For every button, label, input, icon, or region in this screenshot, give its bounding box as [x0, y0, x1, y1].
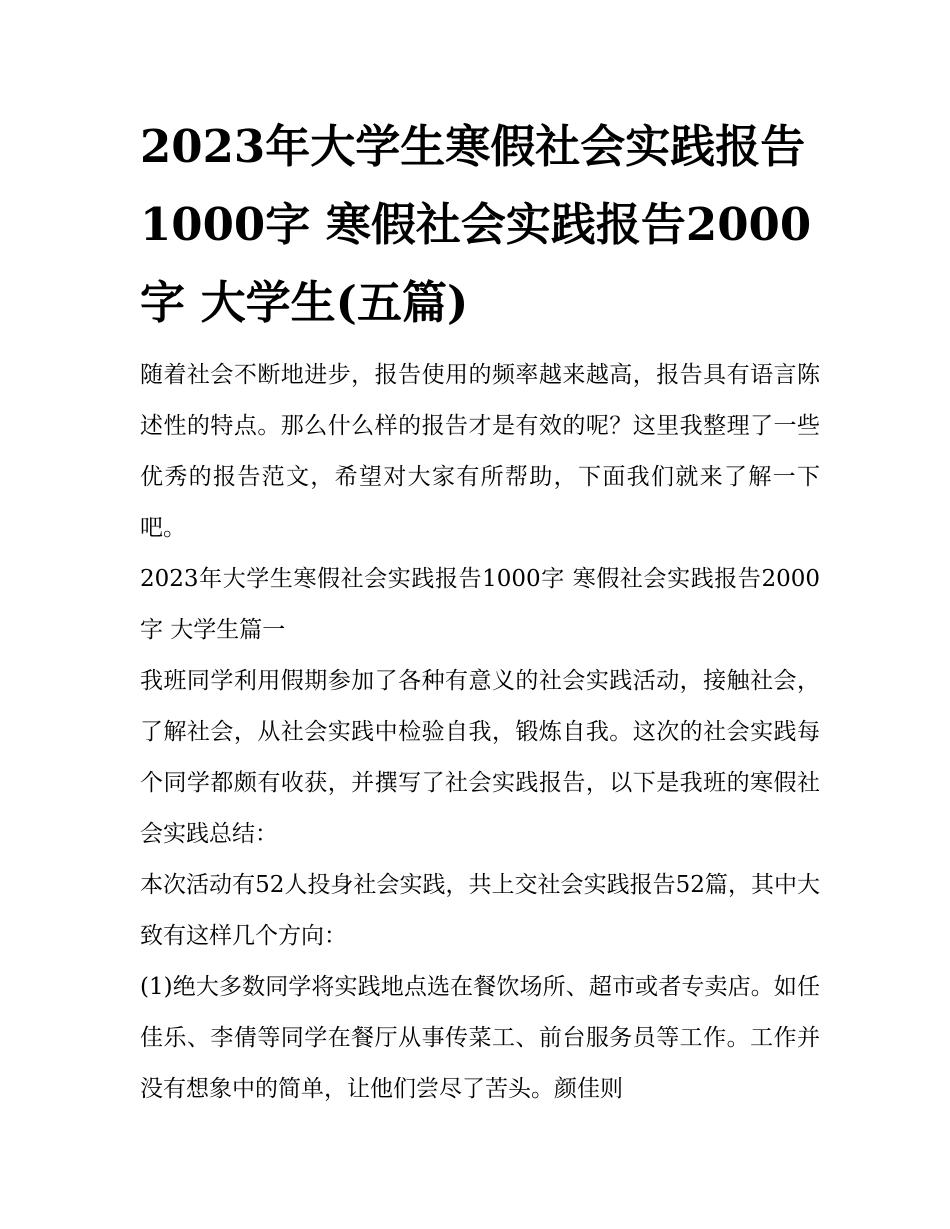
section-heading: 2023年大学生寒假社会实践报告1000字 寒假社会实践报告2000字 大学生篇一: [140, 566, 820, 643]
body-paragraph: 我班同学利用假期参加了各种有意义的社会实践活动，接触社会，了解社会，从社会实践中检验自我，锻炼自我。这次的社会实践每个同学都颇有收获，并撰写了社会实践报告，以下是我班的寒假社会实践总结：: [140, 668, 820, 847]
body-paragraph: (1)绝大多数同学将实践地点选在餐饮场所、超市或者专卖店。如任佳乐、李倩等同学在餐厅从事传菜工、前台服务员等工作。工作并没有想象中的简单，让他们尝尽了苦头。颜佳则: [140, 974, 820, 1102]
document-body: [140, 108, 820, 1115]
document-title: 2023年大学生寒假社会实践报告1000字 寒假社会实践报告2000字 大学生(五篇): [140, 120, 812, 329]
body-paragraph: 本次活动有52人投身社会实践，共上交社会实践报告52篇，其中大致有这样几个方向：: [140, 872, 820, 949]
intro-paragraph: 随着社会不断地进步，报告使用的频率越来越高，报告具有语言陈述性的特点。那么什么样的报告才是有效的呢？这里我整理了一些优秀的报告范文，希望对大家有所帮助，下面我们就来了解一下吧。: [140, 362, 820, 541]
